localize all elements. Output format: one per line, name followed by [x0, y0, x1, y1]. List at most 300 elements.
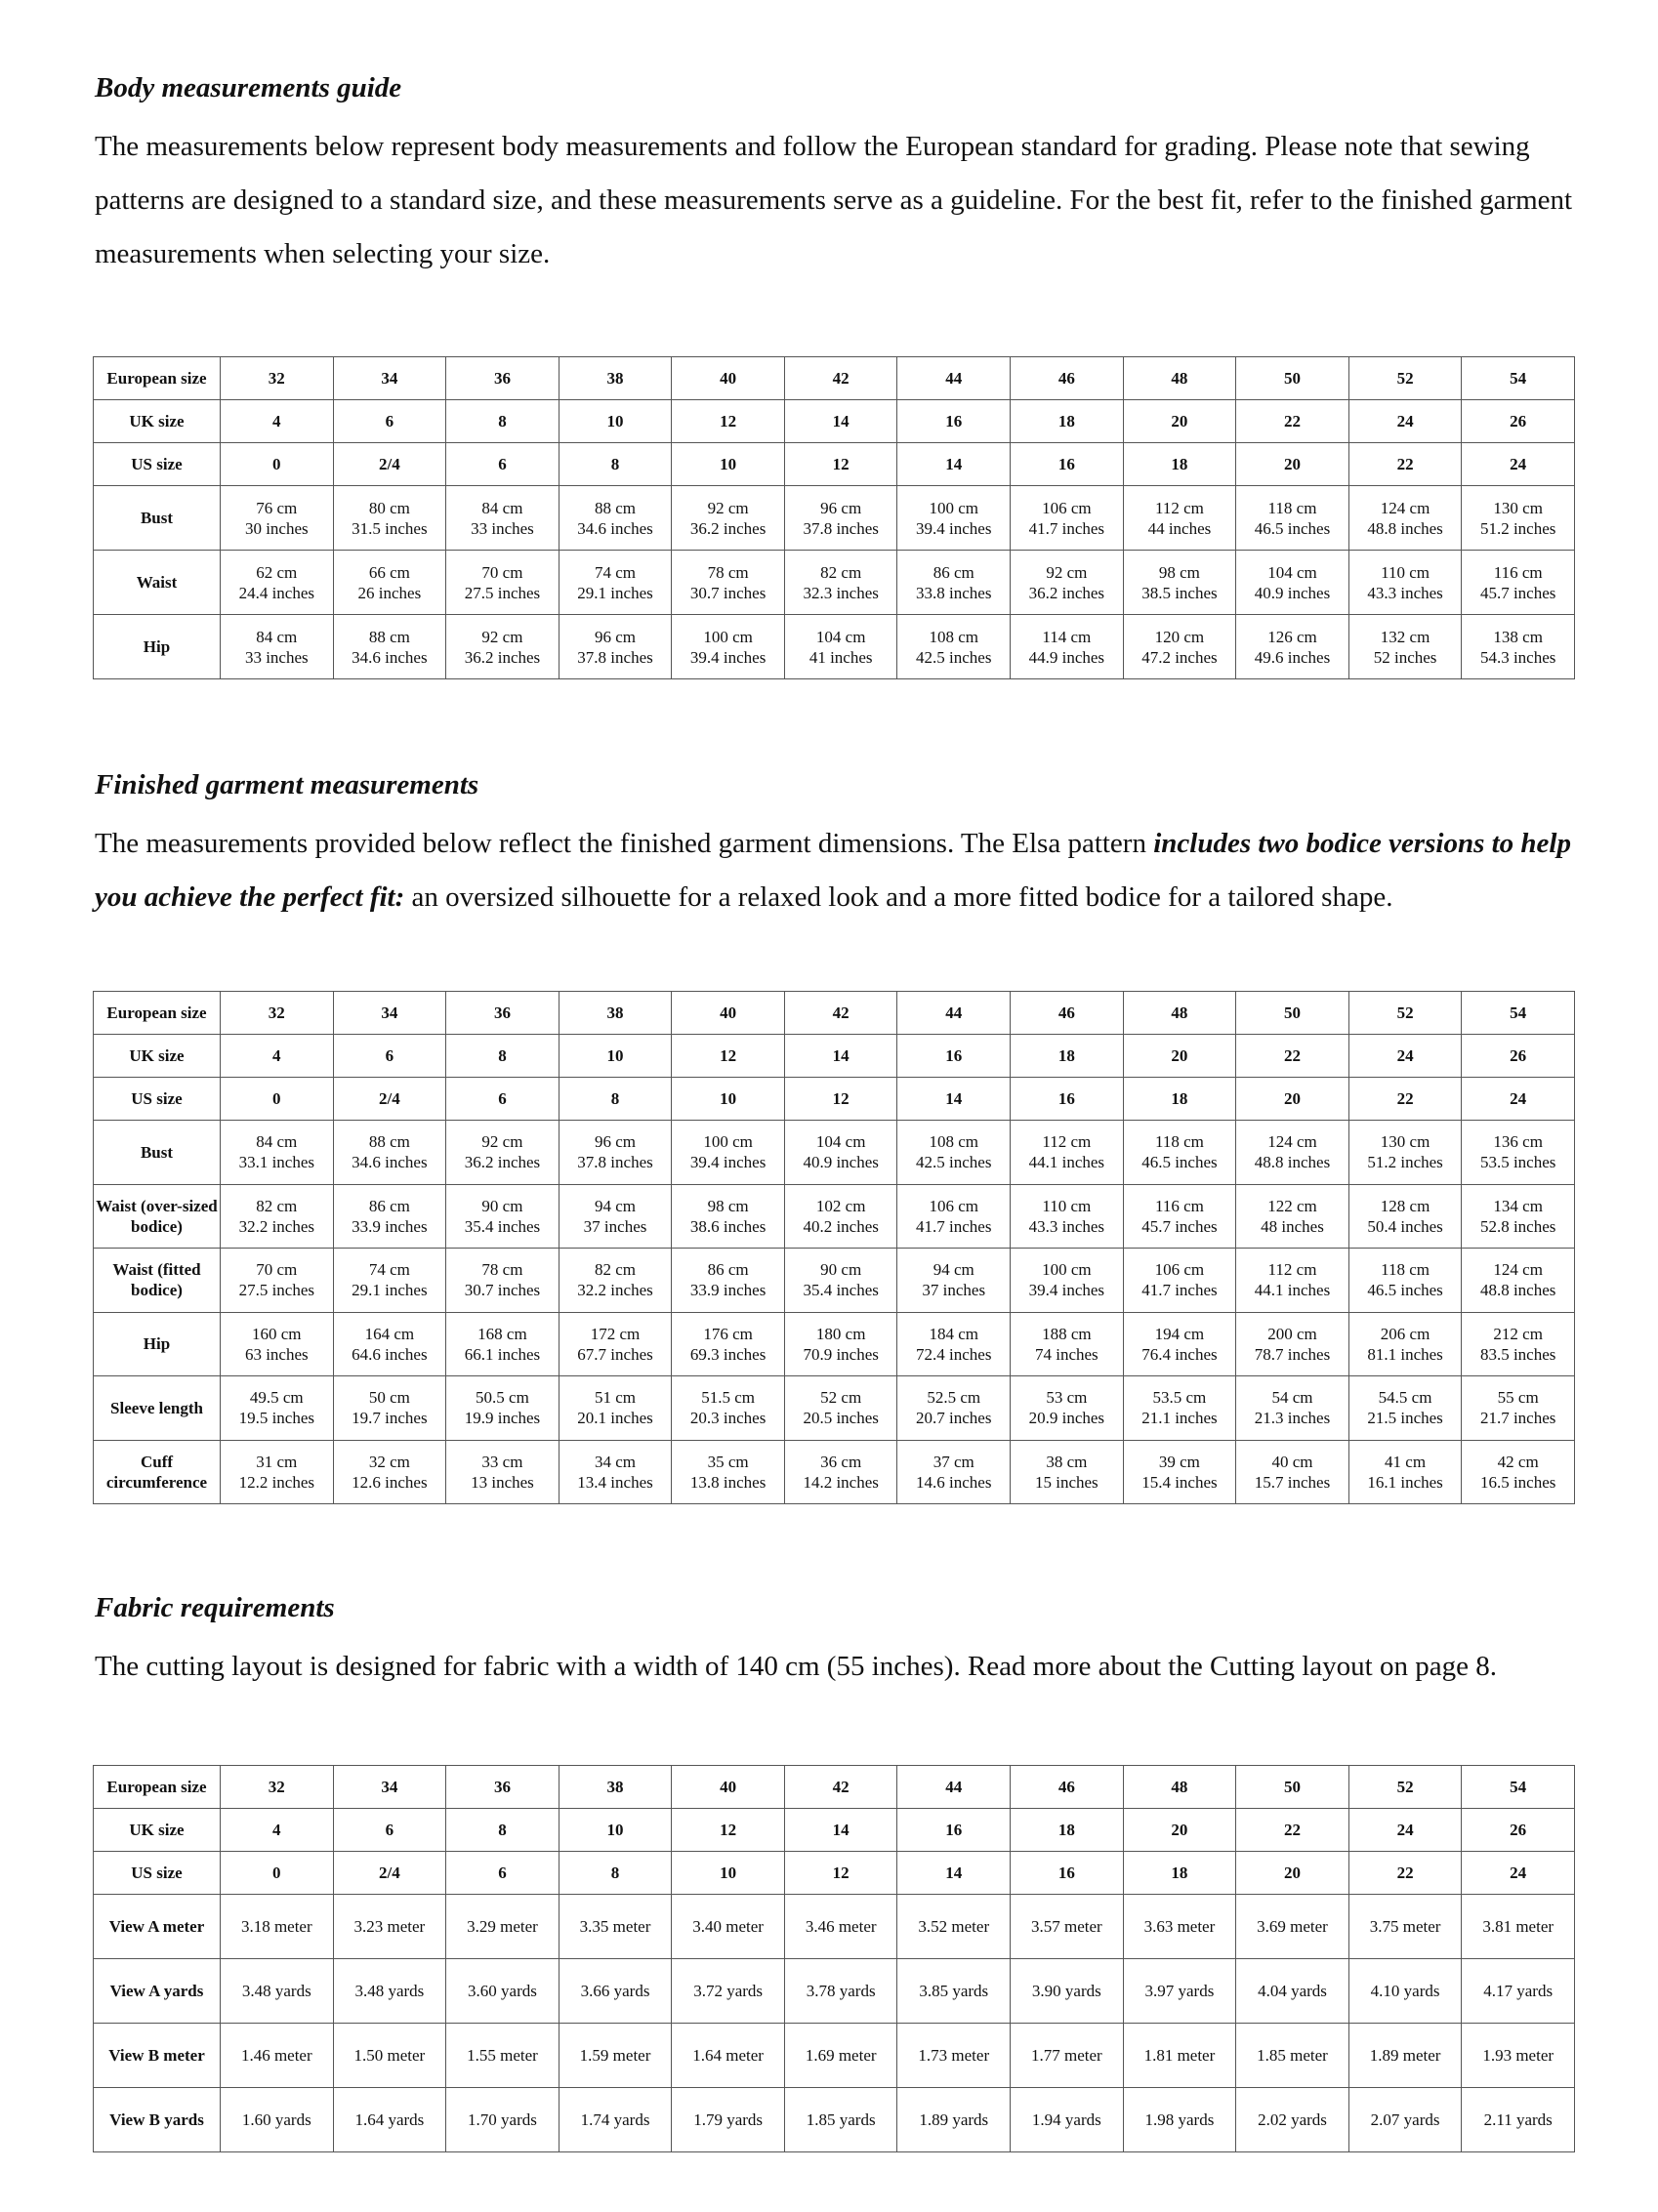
value-cell: [1123, 1312, 1236, 1376]
inches-value: 13.4 inches: [577, 1472, 653, 1492]
value-cell: 1.55 meter: [446, 2024, 560, 2088]
inches-value: 48.8 inches: [1479, 1281, 1556, 1300]
value-cell: [897, 1440, 1011, 1504]
size-cell: 12: [784, 1852, 897, 1895]
inches-value: 76.4 inches: [1141, 1344, 1218, 1364]
cm-value: 82 cm: [256, 1196, 298, 1215]
inches-value: 13.8 inches: [689, 1472, 767, 1492]
cm-value: 180 cm: [815, 1324, 866, 1343]
cm-value: 104 cm: [815, 627, 866, 646]
inches-value: 70.9 inches: [803, 1344, 879, 1364]
cm-value: 70 cm: [256, 1260, 298, 1280]
value-cell: 3.52 meter: [897, 1895, 1011, 1959]
cm-value: 96 cm: [820, 498, 862, 517]
cm-value: 50 cm: [368, 1388, 410, 1408]
value-cell: [1462, 1184, 1575, 1249]
value-cell: 3.29 meter: [446, 1895, 560, 1959]
value-cell: [559, 551, 672, 615]
value-cell: [1348, 1376, 1462, 1441]
inches-value: 63 inches: [244, 1344, 309, 1364]
value-cell: [1123, 1121, 1236, 1185]
inches-value: 54.3 inches: [1479, 647, 1556, 667]
value-cell: 1.93 meter: [1462, 2024, 1575, 2088]
inches-value: 12.2 inches: [238, 1472, 314, 1492]
value-cell: [1348, 1121, 1462, 1185]
row-label: Waist: [94, 551, 221, 615]
size-cell: 20: [1123, 1035, 1236, 1078]
cm-value: 39 cm: [1158, 1452, 1200, 1471]
inches-value: 34.6 inches: [352, 647, 428, 667]
table-row: [94, 2088, 1575, 2152]
value-cell: [559, 1184, 672, 1249]
inches-value: 33 inches: [471, 518, 534, 538]
cm-value: 88 cm: [368, 627, 410, 646]
size-cell: 22: [1348, 1852, 1462, 1895]
value-cell: 2.02 yards: [1236, 2088, 1349, 2152]
inches-value: 40.9 inches: [1254, 583, 1331, 602]
cm-value: 134 cm: [1493, 1196, 1543, 1215]
value-cell: [559, 1376, 672, 1441]
size-cell: 48: [1123, 357, 1236, 400]
inches-value: 16.1 inches: [1367, 1472, 1443, 1492]
value-cell: [672, 1249, 785, 1313]
value-cell: [1236, 1440, 1349, 1504]
value-cell: [446, 615, 560, 679]
value-cell: [1462, 615, 1575, 679]
inches-value: 41.7 inches: [916, 1216, 992, 1236]
size-cell: 52: [1348, 357, 1462, 400]
value-cell: 3.63 meter: [1123, 1895, 1236, 1959]
section-paragraph: The measurements below represent body measurements and follow the European standard for grading. Please note that sewing patterns are designed to a standard size, and these measurements serve as a guideline. For the best fit, refer to the finished garment measurements when selecting your size.: [95, 131, 1573, 269]
inches-value: 48.8 inches: [1254, 1153, 1331, 1172]
inches-value: 67.7 inches: [577, 1344, 653, 1364]
value-cell: [1462, 486, 1575, 551]
cm-value: 106 cm: [1154, 1260, 1205, 1280]
cm-value: 176 cm: [703, 1324, 753, 1343]
size-cell: 2/4: [333, 1078, 446, 1121]
value-cell: 1.81 meter: [1123, 2024, 1236, 2088]
table-row: [94, 615, 1575, 679]
cm-value: 96 cm: [595, 627, 637, 646]
size-cell: 18: [1011, 1035, 1124, 1078]
value-cell: 2.07 yards: [1348, 2088, 1462, 2152]
size-cell: 46: [1011, 357, 1124, 400]
inches-value: 44 inches: [1147, 518, 1212, 538]
size-cell: 34: [333, 357, 446, 400]
inches-value: 44.1 inches: [1028, 1153, 1105, 1172]
inches-value: 19.5 inches: [238, 1409, 314, 1428]
size-cell: 18: [1011, 400, 1124, 443]
table-row: [94, 2024, 1575, 2088]
value-cell: 1.85 meter: [1236, 2024, 1349, 2088]
value-cell: [784, 551, 897, 615]
value-cell: [221, 551, 334, 615]
inches-value: 30.7 inches: [689, 583, 767, 602]
inches-value: 20.1 inches: [577, 1409, 653, 1428]
cm-value: 130 cm: [1380, 1132, 1430, 1152]
size-cell: 8: [559, 1078, 672, 1121]
size-cell: 20: [1236, 1078, 1349, 1121]
cm-value: 53.5 cm: [1152, 1388, 1207, 1408]
section-heading: Finished garment measurements: [95, 769, 479, 800]
inches-value: 37.8 inches: [803, 518, 879, 538]
value-cell: [559, 1249, 672, 1313]
cm-value: 126 cm: [1267, 627, 1317, 646]
cm-value: 88 cm: [595, 498, 637, 517]
inches-value: 66.1 inches: [464, 1344, 541, 1364]
cm-value: 90 cm: [481, 1196, 523, 1215]
cm-value: 49.5 cm: [249, 1388, 304, 1408]
value-cell: 1.85 yards: [784, 2088, 897, 2152]
row-label: UK size: [94, 1035, 221, 1078]
value-cell: [559, 486, 672, 551]
uk-size-row: [94, 400, 1575, 443]
inches-value: 42.5 inches: [916, 1153, 992, 1172]
cm-value: 114 cm: [1042, 627, 1092, 646]
value-cell: [446, 1376, 560, 1441]
inches-value: 44.9 inches: [1028, 647, 1105, 667]
size-cell: 16: [897, 1035, 1011, 1078]
cm-value: 102 cm: [815, 1196, 866, 1215]
inches-value: 33.1 inches: [238, 1153, 314, 1172]
value-cell: [784, 1121, 897, 1185]
cm-value: 112 cm: [1267, 1260, 1317, 1280]
value-cell: 3.75 meter: [1348, 1895, 1462, 1959]
size-cell: 14: [897, 443, 1011, 486]
cm-value: 100 cm: [703, 627, 753, 646]
size-cell: 42: [784, 357, 897, 400]
table-row: [94, 1440, 1575, 1504]
size-cell: 36: [446, 1766, 560, 1809]
value-cell: 4.17 yards: [1462, 1959, 1575, 2024]
size-cell: 38: [559, 357, 672, 400]
value-cell: [1348, 1312, 1462, 1376]
inches-value: 51.2 inches: [1367, 1153, 1443, 1172]
inches-value: 32.2 inches: [577, 1281, 653, 1300]
size-cell: 50: [1236, 1766, 1349, 1809]
inches-value: 34.6 inches: [577, 518, 653, 538]
cm-value: 124 cm: [1380, 498, 1430, 517]
inches-value: 29.1 inches: [577, 583, 653, 602]
row-label: Waist (fitted bodice): [94, 1249, 221, 1313]
cm-value: 66 cm: [368, 562, 410, 582]
size-cell: 10: [559, 1035, 672, 1078]
paragraph-text: The measurements provided below reflect the finished garment dimensions. The Elsa pattern: [95, 828, 1154, 859]
inches-value: 32.3 inches: [803, 583, 879, 602]
cm-value: 90 cm: [820, 1260, 862, 1280]
value-cell: [1123, 551, 1236, 615]
value-cell: [1348, 551, 1462, 615]
row-label: Bust: [94, 486, 221, 551]
value-cell: 3.57 meter: [1011, 1895, 1124, 1959]
inches-value: 45.7 inches: [1141, 1216, 1218, 1236]
value-cell: [221, 615, 334, 679]
inches-value: 69.3 inches: [689, 1344, 767, 1364]
cm-value: 98 cm: [1158, 562, 1200, 582]
size-cell: 16: [1011, 443, 1124, 486]
size-cell: 32: [221, 357, 334, 400]
finished-garment-section: [95, 771, 1579, 924]
value-cell: [446, 551, 560, 615]
value-cell: [672, 1440, 785, 1504]
table-row: [94, 1959, 1575, 2024]
size-cell: 52: [1348, 992, 1462, 1035]
cm-value: 160 cm: [252, 1324, 302, 1343]
value-cell: [221, 486, 334, 551]
size-cell: 26: [1462, 1035, 1575, 1078]
value-cell: [1236, 1184, 1349, 1249]
uk-size-row: [94, 1809, 1575, 1852]
value-cell: 3.66 yards: [559, 1959, 672, 2024]
inches-value: 36.2 inches: [464, 647, 541, 667]
value-cell: [1123, 1440, 1236, 1504]
cm-value: 110 cm: [1042, 1196, 1092, 1215]
value-cell: [672, 1184, 785, 1249]
value-cell: [446, 1440, 560, 1504]
inches-value: 34.6 inches: [352, 1153, 428, 1172]
value-cell: [1011, 615, 1124, 679]
us-size-row: [94, 1852, 1575, 1895]
inches-value: 36.2 inches: [464, 1153, 541, 1172]
value-cell: [446, 1184, 560, 1249]
cm-value: 124 cm: [1493, 1260, 1543, 1280]
cm-value: 54.5 cm: [1378, 1388, 1432, 1408]
value-cell: [1462, 1312, 1575, 1376]
value-cell: 1.89 meter: [1348, 2024, 1462, 2088]
value-cell: [1236, 615, 1349, 679]
value-cell: 3.69 meter: [1236, 1895, 1349, 1959]
inches-value: 32.2 inches: [238, 1216, 314, 1236]
size-cell: 46: [1011, 1766, 1124, 1809]
value-cell: [221, 1440, 334, 1504]
european-size-row: [94, 357, 1575, 400]
cm-value: 70 cm: [481, 562, 523, 582]
size-cell: 42: [784, 1766, 897, 1809]
value-cell: 3.23 meter: [333, 1895, 446, 1959]
inches-value: 41 inches: [808, 647, 873, 667]
value-cell: [559, 615, 672, 679]
inches-value: 15.7 inches: [1254, 1472, 1331, 1492]
size-cell: 44: [897, 992, 1011, 1035]
inches-value: 30 inches: [244, 518, 309, 538]
section-paragraph: [95, 817, 1579, 924]
size-cell: 52: [1348, 1766, 1462, 1809]
inches-value: 24.4 inches: [238, 583, 314, 602]
value-cell: [784, 1184, 897, 1249]
value-cell: [1348, 1440, 1462, 1504]
value-cell: [784, 486, 897, 551]
value-cell: [446, 1121, 560, 1185]
inches-value: 78.7 inches: [1254, 1344, 1331, 1364]
value-cell: [784, 1312, 897, 1376]
value-cell: [559, 1121, 672, 1185]
cm-value: 51.5 cm: [701, 1388, 755, 1408]
inches-value: 20.3 inches: [689, 1409, 767, 1428]
inches-value: 15 inches: [1034, 1472, 1098, 1492]
size-cell: 54: [1462, 1766, 1575, 1809]
row-label: UK size: [94, 400, 221, 443]
value-cell: [1011, 1440, 1124, 1504]
size-cell: 38: [559, 1766, 672, 1809]
cm-value: 54 cm: [1271, 1388, 1313, 1408]
cm-value: 84 cm: [256, 627, 298, 646]
cm-value: 136 cm: [1493, 1132, 1543, 1152]
inches-value: 41.7 inches: [1141, 1281, 1218, 1300]
value-cell: 1.59 meter: [559, 2024, 672, 2088]
value-cell: [1348, 615, 1462, 679]
inches-value: 26 inches: [357, 583, 422, 602]
cm-value: 51 cm: [595, 1388, 637, 1408]
value-cell: [333, 1312, 446, 1376]
inches-value: 53.5 inches: [1479, 1153, 1556, 1172]
inches-value: 14.2 inches: [803, 1472, 879, 1492]
value-cell: 3.85 yards: [897, 1959, 1011, 2024]
inches-value: 19.9 inches: [464, 1409, 541, 1428]
row-label: US size: [94, 443, 221, 486]
size-cell: 40: [672, 992, 785, 1035]
size-cell: 46: [1011, 992, 1124, 1035]
inches-value: 40.2 inches: [803, 1216, 879, 1236]
inches-value: 36.2 inches: [1028, 583, 1105, 602]
cm-value: 92 cm: [481, 627, 523, 646]
value-cell: [1011, 1312, 1124, 1376]
cm-value: 53 cm: [1046, 1388, 1088, 1408]
value-cell: [1348, 1249, 1462, 1313]
inches-value: 45.7 inches: [1479, 583, 1556, 602]
size-cell: 8: [446, 400, 560, 443]
size-cell: 16: [897, 1809, 1011, 1852]
cm-value: 164 cm: [364, 1324, 415, 1343]
size-cell: 12: [784, 443, 897, 486]
value-cell: 1.89 yards: [897, 2088, 1011, 2152]
value-cell: [221, 1312, 334, 1376]
size-cell: 8: [559, 1852, 672, 1895]
inches-value: 20.9 inches: [1028, 1409, 1105, 1428]
size-cell: 6: [333, 400, 446, 443]
row-label: European size: [94, 1766, 221, 1809]
value-cell: [221, 1249, 334, 1313]
cm-value: 112 cm: [1042, 1132, 1092, 1152]
size-cell: 44: [897, 1766, 1011, 1809]
row-label: European size: [94, 992, 221, 1035]
value-cell: 1.77 meter: [1011, 2024, 1124, 2088]
us-size-row: [94, 443, 1575, 486]
value-cell: [221, 1184, 334, 1249]
cm-value: 122 cm: [1267, 1196, 1317, 1215]
size-cell: 18: [1123, 1852, 1236, 1895]
size-cell: 14: [784, 1809, 897, 1852]
inches-value: 35.4 inches: [464, 1216, 541, 1236]
size-cell: 0: [221, 1852, 334, 1895]
inches-value: 39.4 inches: [689, 647, 767, 667]
size-cell: 10: [559, 400, 672, 443]
value-cell: [1236, 1376, 1349, 1441]
size-cell: 44: [897, 357, 1011, 400]
size-cell: 12: [672, 1035, 785, 1078]
cm-value: 92 cm: [707, 498, 749, 517]
value-cell: [672, 1312, 785, 1376]
size-cell: 2/4: [333, 443, 446, 486]
size-cell: 20: [1236, 443, 1349, 486]
value-cell: [784, 1440, 897, 1504]
cm-value: 82 cm: [595, 1260, 637, 1280]
value-cell: 1.74 yards: [559, 2088, 672, 2152]
cm-value: 35 cm: [707, 1452, 749, 1471]
size-cell: 12: [672, 1809, 785, 1852]
inches-value: 46.5 inches: [1254, 518, 1331, 538]
value-cell: 1.70 yards: [446, 2088, 560, 2152]
value-cell: [1011, 1376, 1124, 1441]
size-cell: 36: [446, 992, 560, 1035]
size-cell: 24: [1462, 1078, 1575, 1121]
inches-value: 12.6 inches: [352, 1472, 428, 1492]
size-cell: 26: [1462, 1809, 1575, 1852]
cm-value: 106 cm: [1042, 498, 1092, 517]
value-cell: [446, 1312, 560, 1376]
size-cell: 42: [784, 992, 897, 1035]
value-cell: [1011, 1184, 1124, 1249]
row-label: Cuff circumference: [94, 1440, 221, 1504]
inches-value: 29.1 inches: [352, 1281, 428, 1300]
cm-value: 108 cm: [929, 1132, 979, 1152]
inches-value: 40.9 inches: [803, 1153, 879, 1172]
row-label: View A meter: [94, 1895, 221, 1959]
size-cell: 16: [1011, 1078, 1124, 1121]
table-row: [94, 1184, 1575, 1249]
size-cell: 22: [1236, 1035, 1349, 1078]
size-cell: 6: [446, 443, 560, 486]
value-cell: 1.69 meter: [784, 2024, 897, 2088]
value-cell: [1348, 1184, 1462, 1249]
value-cell: 3.81 meter: [1462, 1895, 1575, 1959]
value-cell: 1.50 meter: [333, 2024, 446, 2088]
inches-value: 46.5 inches: [1367, 1281, 1443, 1300]
cm-value: 128 cm: [1380, 1196, 1430, 1215]
inches-value: 31.5 inches: [352, 518, 428, 538]
size-cell: 22: [1236, 1809, 1349, 1852]
cm-value: 40 cm: [1271, 1452, 1313, 1471]
cm-value: 100 cm: [703, 1132, 753, 1152]
cm-value: 88 cm: [368, 1132, 410, 1152]
size-cell: 0: [221, 1078, 334, 1121]
cm-value: 116 cm: [1493, 562, 1543, 582]
size-cell: 24: [1462, 1852, 1575, 1895]
cm-value: 36 cm: [820, 1452, 862, 1471]
row-label: Hip: [94, 1312, 221, 1376]
row-label: Hip: [94, 615, 221, 679]
inches-value: 43.3 inches: [1028, 1216, 1105, 1236]
inches-value: 20.5 inches: [803, 1409, 879, 1428]
inches-value: 49.6 inches: [1254, 647, 1331, 667]
cm-value: 62 cm: [256, 562, 298, 582]
inches-value: 42.5 inches: [916, 647, 992, 667]
cm-value: 106 cm: [929, 1196, 979, 1215]
size-cell: 26: [1462, 400, 1575, 443]
cm-value: 94 cm: [595, 1196, 637, 1215]
cm-value: 132 cm: [1380, 627, 1430, 646]
value-cell: [784, 1249, 897, 1313]
size-cell: 6: [446, 1078, 560, 1121]
size-cell: 34: [333, 1766, 446, 1809]
value-cell: 3.60 yards: [446, 1959, 560, 2024]
inches-value: 64.6 inches: [352, 1344, 428, 1364]
inches-value: 21.3 inches: [1254, 1409, 1331, 1428]
size-cell: 24: [1348, 400, 1462, 443]
cm-value: 84 cm: [481, 498, 523, 517]
cm-value: 168 cm: [477, 1324, 527, 1343]
value-cell: [1123, 615, 1236, 679]
value-cell: 1.60 yards: [221, 2088, 334, 2152]
